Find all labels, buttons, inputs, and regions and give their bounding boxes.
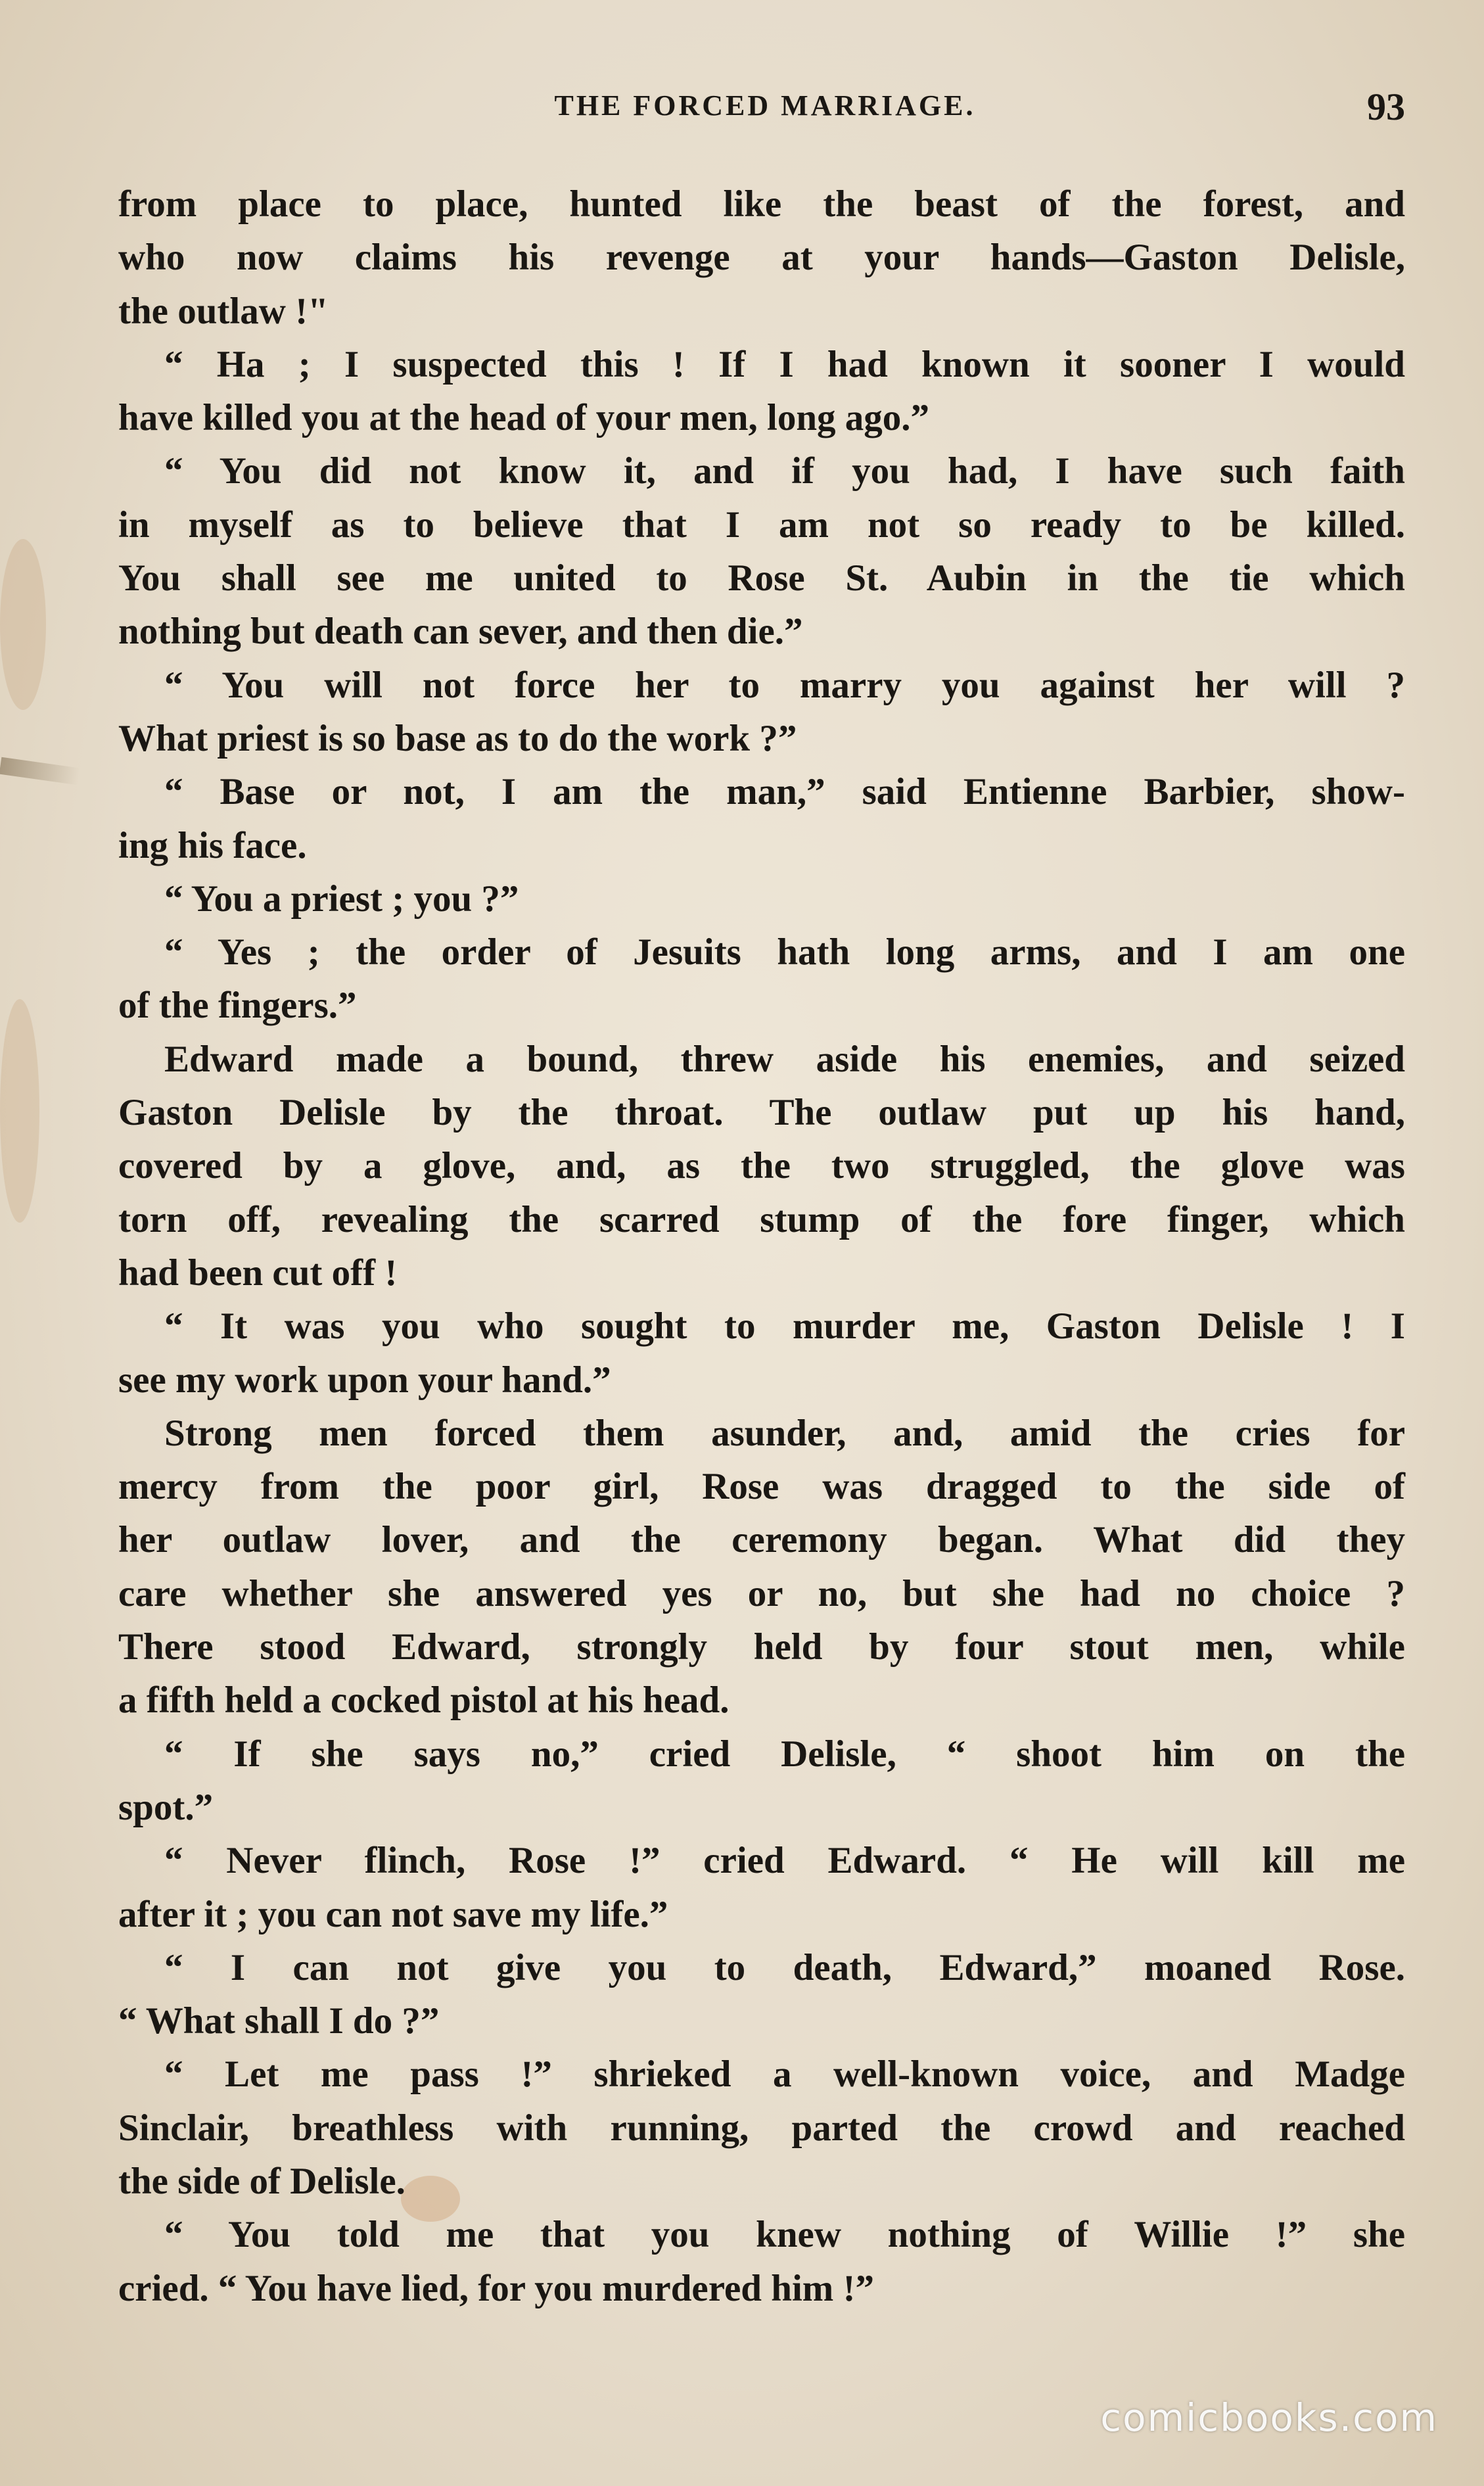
- text-line: care whether she answered yes or no, but she had no choice ?: [118, 1572, 1405, 1614]
- page-tear: [0, 757, 80, 785]
- text-line: of the fingers.”: [118, 985, 357, 1027]
- text-line: “ You told me that you knew nothing of Willie !” she: [164, 2214, 1405, 2256]
- text-line: “ If she says no,” cried Delisle, “ shoot him on the: [164, 1733, 1405, 1775]
- text-line: nothing but death can sever, and then die.”: [118, 611, 803, 653]
- text-line: had been cut off !: [118, 1252, 398, 1294]
- text-line: “ What shall I do ?”: [118, 2000, 440, 2042]
- text-line: “ You a priest ; you ?”: [164, 878, 519, 920]
- text-line: “ Never flinch, Rose !” cried Edward. “ He will kill me: [164, 1840, 1405, 1882]
- text-line: You shall see me united to Rose St. Aubin in the tie which: [118, 557, 1405, 599]
- text-line: the side of Delisle.: [118, 2160, 406, 2202]
- text-line: There stood Edward, strongly held by four stout men, while: [118, 1626, 1405, 1668]
- text-line: in myself as to believe that I am not so ready to be killed.: [118, 504, 1405, 546]
- text-line: “ Base or not, I am the man,” said Entienne Barbier, show-: [164, 771, 1405, 813]
- text-line: who now claims his revenge at your hands—Gaston Delisle,: [118, 237, 1405, 279]
- text-line: covered by a glove, and, as the two struggled, the glove was: [118, 1145, 1405, 1187]
- text-line: ing his face.: [118, 824, 307, 866]
- running-title: THE FORCED MARRIAGE.: [554, 89, 976, 122]
- text-line: “ I can not give you to death, Edward,” moaned Rose.: [164, 1946, 1405, 1988]
- text-line: “ Let me pass !” shrieked a well-known voice, and Madge: [164, 2053, 1405, 2096]
- text-line: torn off, revealing the scarred stump of the fore finger, which: [118, 1198, 1405, 1240]
- text-line: Strong men forced them asunder, and, amid the cries for: [164, 1412, 1405, 1454]
- text-line: “ It was you who sought to murder me, Gaston Delisle ! I: [164, 1305, 1405, 1348]
- text-line: “ You will not force her to marry you against her will ?: [164, 664, 1405, 706]
- paper-stain: [0, 539, 46, 710]
- paper-stain: [0, 999, 39, 1223]
- text-line: from place to place, hunted like the beast of the forest, and: [118, 183, 1405, 225]
- text-line: cried. “ You have lied, for you murdered him !”: [118, 2267, 874, 2309]
- text-line: “ You did not know it, and if you had, I have such faith: [164, 450, 1405, 492]
- watermark: comicbooks.com: [1100, 2395, 1438, 2440]
- text-line: “ Ha ; I suspected this ! If I had known it sooner I would: [164, 343, 1405, 385]
- text-line: mercy from the poor girl, Rose was dragged to the side of: [118, 1466, 1405, 1508]
- text-line: “ Yes ; the order of Jesuits hath long arms, and I am one: [164, 931, 1405, 973]
- text-line: spot.”: [118, 1786, 214, 1828]
- text-line: have killed you at the head of your men, long ago.”: [118, 397, 930, 439]
- text-line: her outlaw lover, and the ceremony began. What did they: [118, 1519, 1405, 1561]
- text-line: a fifth held a cocked pistol at his head.: [118, 1679, 730, 1722]
- body-text: [118, 177, 1405, 2315]
- text-line: Gaston Delisle by the throat. The outlaw put up his hand,: [118, 1092, 1405, 1134]
- text-line: the outlaw !": [118, 290, 329, 332]
- text-line: Edward made a bound, threw aside his enemies, and seized: [164, 1038, 1405, 1080]
- running-head: [125, 85, 1405, 128]
- page-number: 93: [1367, 85, 1405, 128]
- text-line: Sinclair, breathless with running, parted the crowd and reached: [118, 2107, 1405, 2149]
- text-line: after it ; you can not save my life.”: [118, 1893, 668, 1935]
- text-line: see my work upon your hand.”: [118, 1359, 611, 1401]
- text-line: What priest is so base as to do the work ?”: [118, 717, 797, 759]
